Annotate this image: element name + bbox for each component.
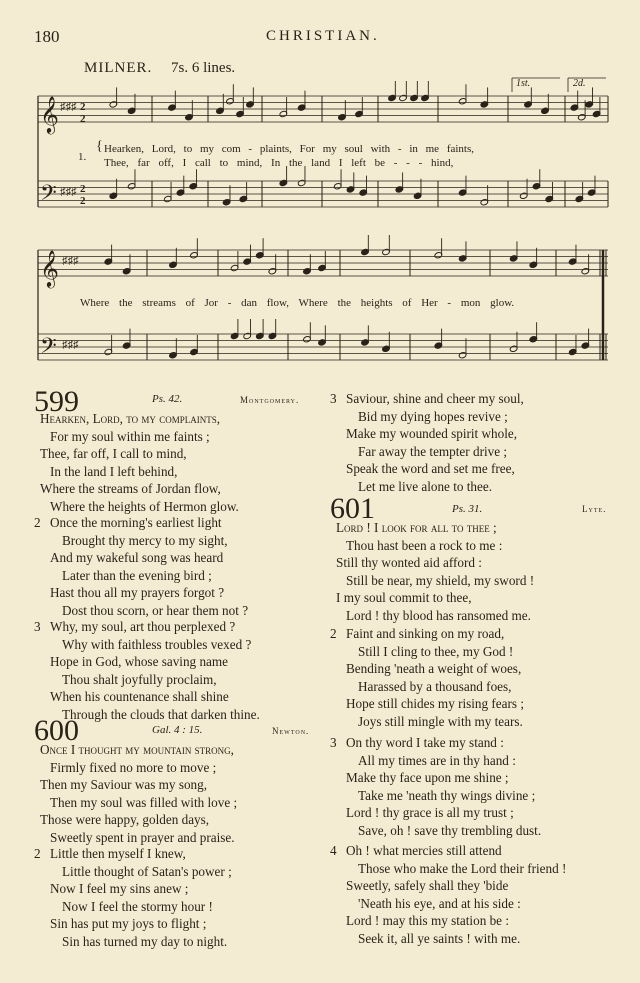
verse-line — [330, 554, 534, 572]
verse-line — [330, 912, 566, 930]
verse-text: 'Neath his eye, and at his side : — [358, 895, 521, 911]
time-signature-1: 2 — [80, 113, 86, 125]
hymn-599-stanza-1 — [34, 410, 239, 515]
verse-text: Saviour, shine and cheer my soul, — [346, 391, 524, 406]
verse-line — [330, 804, 541, 822]
score-lyric-line-2: Thee, far off, I call to mind, In the land I left be - - - hind, — [104, 157, 454, 169]
verse-line — [330, 895, 566, 913]
treble-clef-1: 𝄞 — [40, 96, 59, 132]
verse-text: Why, my soul, art thou perplexed ? — [50, 619, 236, 634]
verse-line — [34, 636, 260, 654]
verse-text: Why with faithless troubles vexed ? — [62, 636, 252, 652]
verse-text: Lord ! may this my station be : — [346, 913, 509, 928]
second-ending-label: 2d. — [573, 78, 586, 89]
hymn-600-stanza-1 — [34, 741, 237, 846]
verse-line — [330, 443, 524, 461]
verse-text: Hearken, Lord, to my complaints, — [40, 411, 220, 426]
verse-text: Once I thought my mountain strong, — [40, 742, 234, 757]
stanza-number: 3 — [330, 735, 337, 750]
verse-text: Where the streams of Jordan flow, — [40, 481, 221, 496]
verse-line — [34, 498, 239, 516]
verse-text: Through the clouds that darken thine. — [62, 706, 260, 722]
section-title: CHRISTIAN. — [266, 28, 380, 44]
time-signature-1b: 2 — [80, 183, 86, 195]
verse-line — [34, 428, 239, 446]
verse-line — [330, 752, 541, 770]
verse-text: Thee, far off, I call to mind, — [40, 446, 187, 461]
hymn-number-601: 601 — [330, 492, 375, 525]
hymn-600-reference: Gal. 4 : 15. — [152, 724, 203, 736]
verse-line — [34, 915, 232, 933]
verse-text: Speak the word and set me free, — [346, 461, 515, 476]
verse-line — [330, 787, 541, 805]
key-signature-2: ♯♯♯ — [62, 255, 79, 267]
score-verse-number: 1. — [78, 151, 87, 163]
verse-line — [330, 390, 524, 408]
verse-text: Brought thy mercy to my sight, — [62, 532, 228, 548]
verse-line — [330, 625, 524, 643]
stanza-number: 2 — [34, 515, 41, 530]
verse-line — [34, 776, 237, 794]
verse-line — [34, 741, 237, 759]
verse-text: Make thy face upon me shine ; — [346, 770, 509, 785]
verse-line — [330, 589, 534, 607]
verse-text: Dost thou scorn, or hear them not ? — [62, 602, 249, 618]
verse-text: Those were happy, golden days, — [40, 812, 210, 827]
tune-meter: 7s. 6 lines. — [171, 60, 236, 76]
stanza-number: 2 — [34, 846, 41, 861]
verse-line — [34, 480, 239, 498]
time-signature-1b: 2 — [80, 195, 86, 207]
verse-text: Hope still chides my rising fears ; — [346, 696, 524, 711]
verse-text: Then my Saviour was my song, — [40, 777, 208, 792]
verse-line — [34, 567, 248, 585]
verse-text: All my times are in thy hand : — [358, 752, 516, 768]
verse-text: Hope in God, whose saving name — [50, 654, 228, 669]
key-signature-1b: ♯♯♯ — [60, 186, 77, 198]
hymn-601-stanza-1 — [330, 519, 534, 624]
verse-line — [34, 811, 237, 829]
stanza-number: 2 — [330, 626, 337, 641]
verse-line — [34, 584, 248, 602]
verse-line — [34, 602, 248, 620]
verse-line — [34, 463, 239, 481]
verse-line — [34, 549, 248, 567]
verse-line — [330, 695, 524, 713]
hymn-601-stanza-4 — [330, 842, 566, 947]
verse-line — [330, 678, 524, 696]
verse-line — [330, 769, 541, 787]
hymn-601-reference: Ps. 31. — [452, 503, 483, 515]
first-ending-label: 1st. — [516, 78, 531, 89]
verse-text: On thy word I take my stand : — [346, 735, 504, 750]
verse-line — [34, 445, 239, 463]
verse-line — [330, 713, 524, 731]
verse-line — [34, 618, 260, 636]
treble-clef-2: 𝄞 — [40, 250, 59, 286]
verse-line — [34, 863, 232, 881]
stanza-number: 3 — [34, 619, 41, 634]
verse-text: Bid my dying hopes revive ; — [358, 408, 508, 424]
verse-line — [330, 519, 534, 537]
verse-text: Harassed by a thousand foes, — [358, 678, 512, 694]
verse-line — [330, 425, 524, 443]
verse-text: Lord ! I look for all to thee ; — [336, 520, 497, 535]
key-signature-1: ♯♯♯ — [60, 101, 77, 113]
verse-text: Later than the evening bird ; — [62, 567, 212, 583]
verse-line — [34, 898, 232, 916]
verse-line — [330, 660, 524, 678]
verse-text: Bending 'neath a weight of woes, — [346, 661, 522, 676]
verse-line — [34, 880, 232, 898]
verse-text: Then my soul was filled with love ; — [50, 794, 238, 810]
stanza-number: 4 — [330, 843, 337, 858]
verse-text: Hast thou all my prayers forgot ? — [50, 585, 225, 600]
verse-text: Once the morning's earliest light — [50, 515, 222, 530]
score-lyric-line-1: Hearken, Lord, to my com - plaints, For my soul with - in me faints, — [104, 143, 475, 155]
verse-text: When his countenance shall shine — [50, 689, 229, 704]
score-lyric-line-3: Where the streams of Jor - dan flow, Where the heights of Her - mon glow. — [80, 297, 515, 309]
verse-text: Seek it, all ye saints ! with me. — [358, 930, 521, 946]
tune-name: MILNER. — [84, 60, 153, 76]
verse-line — [330, 572, 534, 590]
hymn-600-stanza-2 — [34, 845, 232, 950]
hymn-600-tune: Newton. — [272, 726, 310, 736]
verse-line — [34, 671, 260, 689]
verse-line — [330, 842, 566, 860]
hymn-601-stanza-2 — [330, 625, 524, 730]
verse-text: I my soul commit to thee, — [336, 590, 472, 605]
verse-line — [330, 408, 524, 426]
hymn-number-600: 600 — [34, 714, 79, 747]
hymn-599-stanza-3 — [34, 618, 260, 723]
hymn-599-tune: Montgomery. — [240, 395, 300, 405]
verse-line — [34, 845, 232, 863]
verse-text: Lord ! thy grace is all my trust ; — [346, 805, 514, 820]
verse-text: Those who make the Lord their friend ! — [358, 860, 567, 876]
music-score — [0, 0, 640, 380]
verse-text: Little then myself I knew, — [50, 846, 186, 861]
verse-line — [34, 829, 237, 847]
verse-text: Take me 'neath thy wings divine ; — [358, 787, 536, 803]
verse-text: Sin has turned my day to night. — [62, 933, 228, 949]
hymn-601-stanza-3 — [330, 734, 541, 839]
hymn-599-reference: Ps. 42. — [152, 393, 183, 405]
bass-clef-2: 𝄢 — [40, 334, 57, 363]
bass-clef-1: 𝄢 — [40, 181, 57, 210]
verse-line — [34, 410, 239, 428]
verse-text: For my soul within me faints ; — [50, 428, 210, 444]
verse-line — [34, 514, 248, 532]
verse-line — [330, 734, 541, 752]
verse-line — [330, 877, 566, 895]
verse-text: Faint and sinking on my road, — [346, 626, 505, 641]
verse-line — [34, 933, 232, 951]
verse-line — [34, 688, 260, 706]
verse-text: Make my wounded spirit whole, — [346, 426, 518, 441]
verse-text: Joys still mingle with my tears. — [358, 713, 523, 729]
verse-line — [330, 460, 524, 478]
verse-text: Let me live alone to thee. — [358, 478, 493, 494]
hymn-number-599: 599 — [34, 385, 79, 418]
verse-text: Now I feel my sins anew ; — [50, 881, 189, 896]
stanza-number: 3 — [330, 391, 337, 406]
verse-text: Save, oh ! save thy trembling dust. — [358, 822, 542, 838]
verse-text: In the land I left behind, — [50, 463, 178, 479]
verse-text: Lord ! thy blood has ransomed me. — [346, 607, 531, 623]
verse-text: Thou shalt joyfully proclaim, — [62, 671, 217, 687]
page-number: 180 — [34, 27, 60, 46]
verse-line — [330, 930, 566, 948]
verse-text: Sin has put my joys to flight ; — [50, 916, 207, 931]
verse-line — [34, 532, 248, 550]
verse-text: Now I feel the stormy hour ! — [62, 898, 213, 914]
verse-line — [34, 653, 260, 671]
verse-text: And my wakeful song was heard — [50, 550, 224, 565]
hymn-599-stanza-4 — [330, 390, 524, 495]
hymn-599-stanza-2 — [34, 514, 248, 619]
brace-symbol: { — [96, 139, 103, 154]
verse-text: Still I cling to thee, my God ! — [358, 643, 514, 659]
verse-line — [34, 794, 237, 812]
verse-line — [330, 607, 534, 625]
verse-line — [330, 860, 566, 878]
hymn-601-tune: Lyte. — [582, 504, 607, 514]
key-signature-2b: ♯♯♯ — [62, 339, 79, 351]
time-signature-1: 2 — [80, 101, 86, 113]
verse-line — [34, 759, 237, 777]
verse-text: Far away the tempter drive ; — [358, 443, 508, 459]
verse-text: Where the heights of Hermon glow. — [50, 498, 239, 514]
verse-line — [330, 537, 534, 555]
verse-line — [330, 643, 524, 661]
verse-text: Still thy wonted aid afford : — [336, 555, 482, 570]
verse-line — [330, 822, 541, 840]
verse-text: Sweetly spent in prayer and praise. — [50, 829, 235, 845]
verse-text: Still be near, my shield, my sword ! — [346, 572, 535, 588]
verse-text: Oh ! what mercies still attend — [346, 843, 502, 858]
verse-text: Firmly fixed no more to move ; — [50, 759, 217, 775]
verse-text: Thou hast been a rock to me : — [346, 537, 503, 553]
verse-text: Sweetly, safely shall they 'bide — [346, 878, 509, 893]
verse-text: Little thought of Satan's power ; — [62, 863, 232, 879]
